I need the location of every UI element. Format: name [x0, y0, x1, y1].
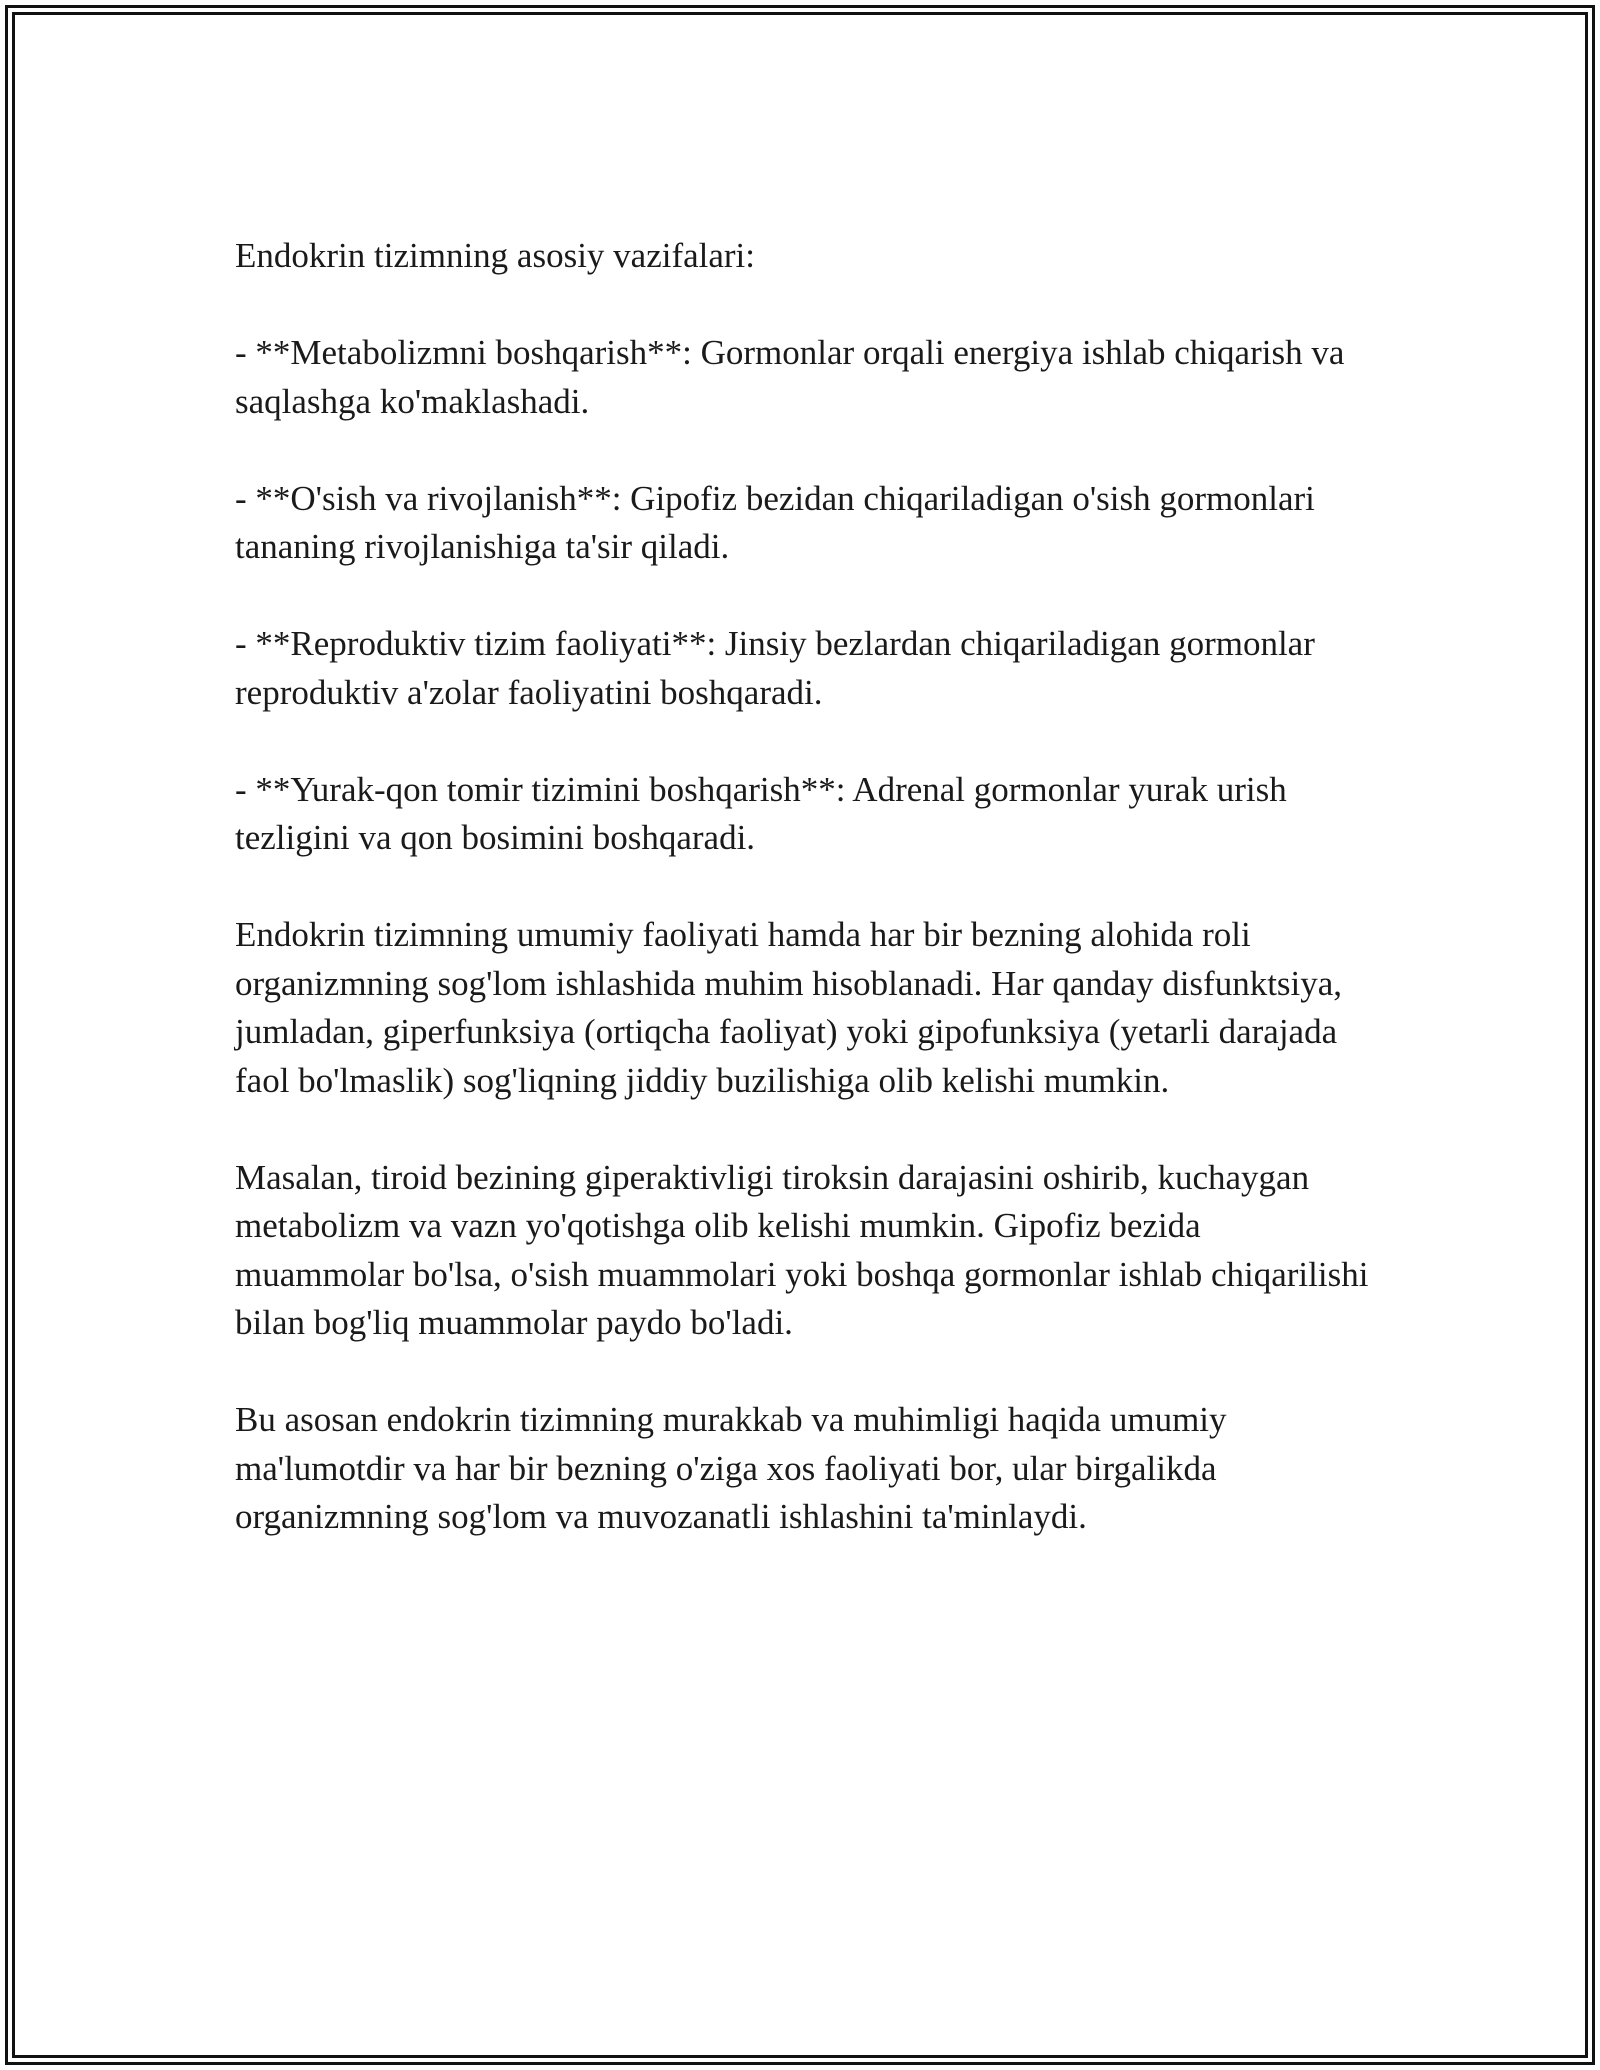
list-item-cardiovascular: - **Yurak-qon tomir tizimini boshqarish**: Adrenal gormonlar yurak urish tezligini va qon bosimini boshqaradi.: [235, 769, 1287, 857]
list-item-growth: - **O'sish va rivojlanish**: Gipofiz bezidan chiqariladigan o'sish gormonlari tananing rivojlanishiga ta'sir qiladi.: [235, 478, 1315, 566]
paragraph-example: Masalan, tiroid bezining giperaktivligi tiroksin darajasini oshirib, kuchaygan metabolizm va vazn yo'qotishga olib kelishi mumkin. Gipofiz bezida muammolar bo'lsa, o'sish muammolari yoki boshqa gormonlar ishlab chiqarilishi bilan bog'liq muammolar paydo bo'ladi.: [235, 1157, 1369, 1342]
section-heading: Endokrin tizimning asosiy vazifalari:: [235, 236, 756, 275]
list-item-reproductive: - **Reproduktiv tizim faoliyati**: Jinsiy bezlardan chiqariladigan gormonlar reproduktiv a'zolar faoliyatini boshqaradi.: [235, 624, 1315, 712]
paragraph-overall-function: Endokrin tizimning umumiy faoliyati hamda har bir bezning alohida roli organizmning sog'lom ishlashida muhim hisoblanadi. Har qanday disfunktsiya, jumladan, giperfunksiya (ortiqcha faoliyat) yoki gipofunksiya (yetarli darajada faol bo'lmaslik) sog'liqning jiddiy buzilishiga olib kelishi mumkin.: [235, 915, 1343, 1100]
list-item-metabolism: - **Metabolizmni boshqarish**: Gormonlar orqali energiya ishlab chiqarish va saqlashga ko'maklashadi.: [235, 333, 1345, 421]
document-body: [235, 232, 1375, 1590]
paragraph-conclusion: Bu asosan endokrin tizimning murakkab va muhimligi haqida umumiy ma'lumotdir va har bir bezning o'ziga xos faoliyati bor, ular birgalikda organizmning sog'lom va muvozanatli ishlashini ta'minlaydi.: [235, 1400, 1227, 1536]
